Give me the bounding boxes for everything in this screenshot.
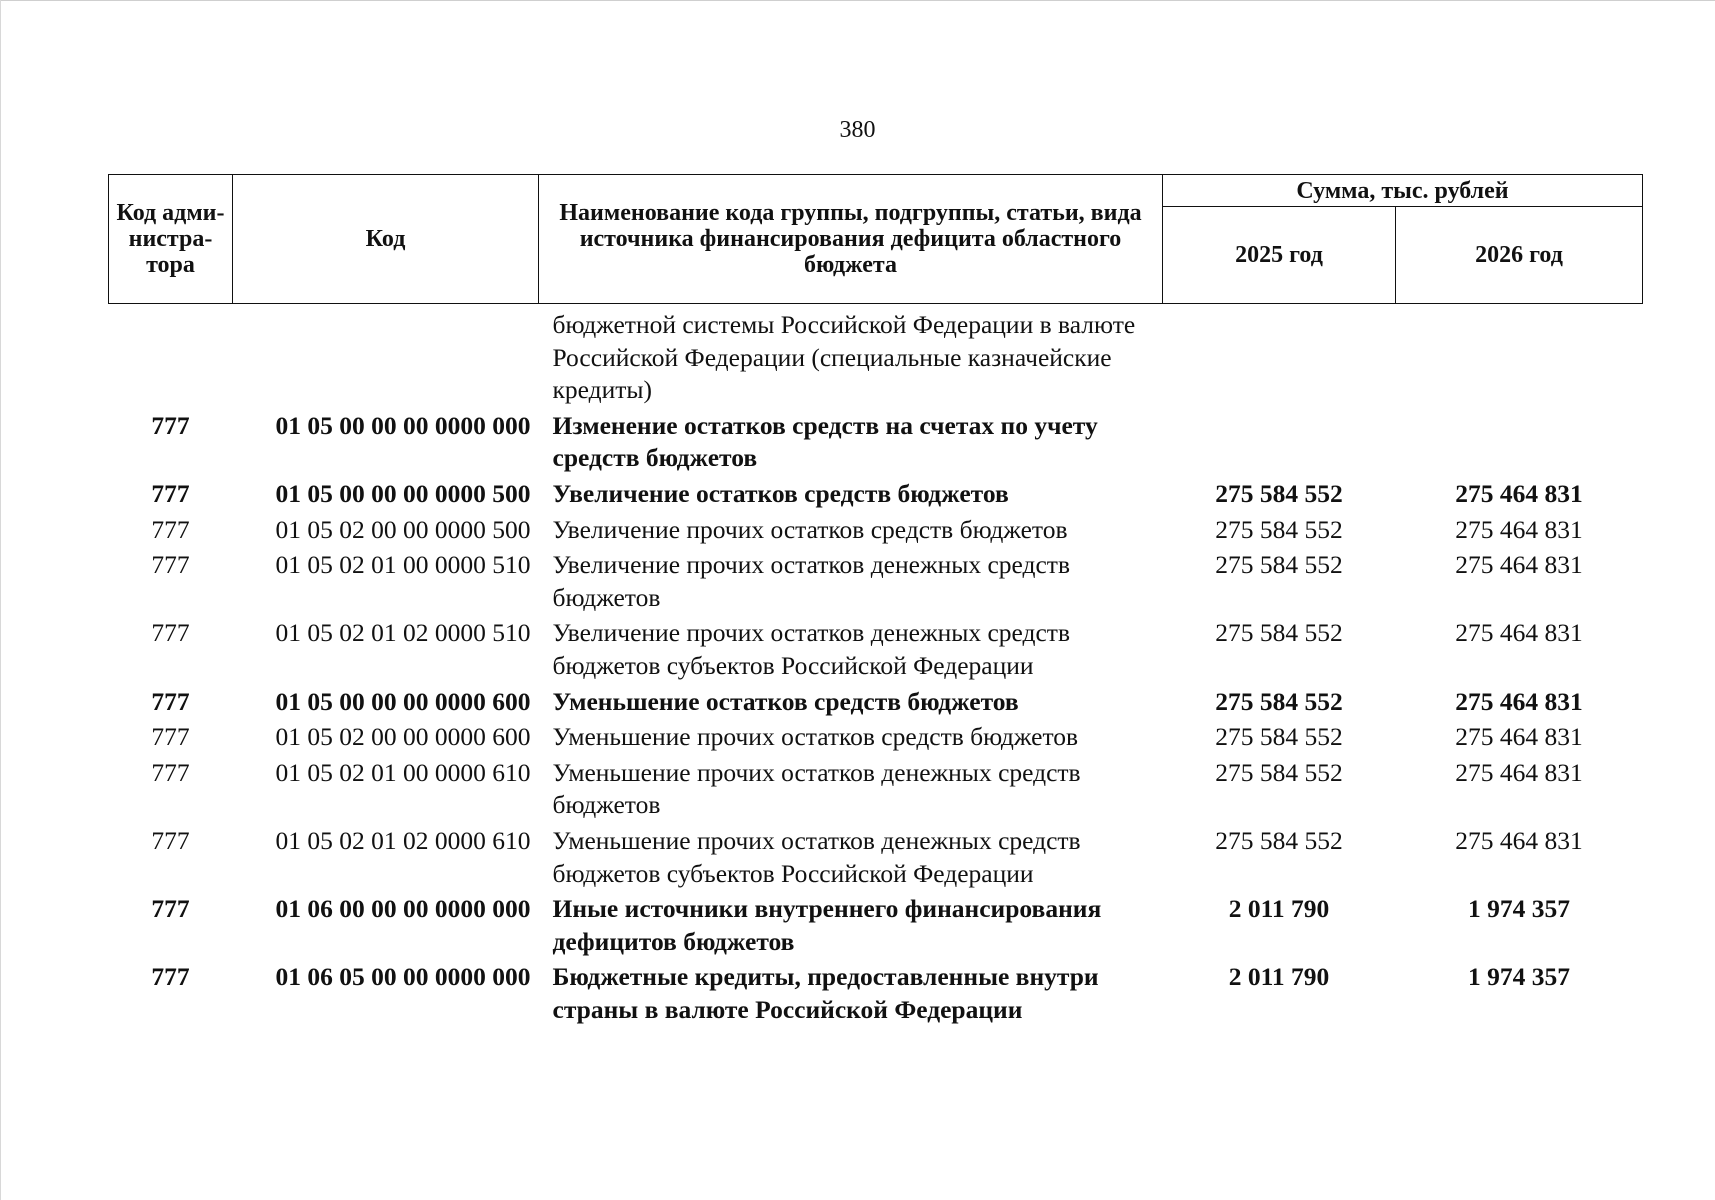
row-name: Уменьшение остатков средств бюджетов [552, 686, 1019, 716]
header-year-2025: 2025 год [1163, 207, 1396, 304]
row-sum-2026: 275 464 831 [1455, 550, 1583, 580]
row-sum-2026 [1396, 407, 1643, 475]
table-header [109, 175, 1643, 304]
row-admin-code: 777 [151, 478, 190, 508]
page-edge-top [0, 0, 1715, 1]
row-sum-2025: 275 584 552 [1215, 722, 1343, 752]
row-name: Увеличение прочих остатков средств бюджетов [552, 514, 1068, 544]
table-row [109, 407, 1643, 475]
row-admin-code [109, 304, 233, 407]
row-sum-2025 [1163, 407, 1396, 475]
row-code [233, 304, 539, 407]
row-name: Бюджетные кредиты, предоставленные внутри страны в валюте Российской Федерации [552, 962, 1099, 1024]
row-sum-2026: 275 464 831 [1455, 825, 1583, 855]
table-row [109, 614, 1643, 682]
row-admin-code: 777 [151, 550, 190, 580]
row-sum-2025: 275 584 552 [1215, 825, 1343, 855]
table-row [109, 304, 1643, 407]
row-sum-2025 [1163, 304, 1396, 407]
row-admin-code: 777 [151, 686, 190, 716]
row-code: 01 05 02 01 00 0000 510 [275, 550, 531, 580]
page-edge-left [0, 0, 1, 1200]
row-sum-2025: 275 584 552 [1215, 514, 1343, 544]
header-admin-code: Код адми-нистра-тора [109, 175, 233, 304]
row-code: 01 05 02 01 02 0000 510 [275, 618, 531, 648]
header-sum-group: Сумма, тыс. рублей [1163, 175, 1643, 207]
row-code: 01 06 05 00 00 0000 000 [275, 962, 531, 992]
table-row [109, 511, 1643, 547]
table-row [109, 546, 1643, 614]
row-admin-code: 777 [151, 894, 190, 924]
row-admin-code: 777 [151, 722, 190, 752]
row-name: Уменьшение прочих остатков денежных средств бюджетов субъектов Российской Федерации [552, 825, 1081, 888]
row-code: 01 05 00 00 00 0000 500 [275, 478, 531, 508]
row-name: Иные источники внутреннего финансирования дефицитов бюджетов [552, 894, 1102, 956]
row-sum-2025: 275 584 552 [1215, 478, 1343, 508]
row-sum-2026: 1 974 357 [1468, 962, 1570, 992]
header-year-2026: 2026 год [1396, 207, 1643, 304]
table-body [109, 304, 1643, 1027]
page-number: 380 [839, 117, 876, 143]
row-sum-2026: 275 464 831 [1455, 722, 1583, 752]
row-sum-2026 [1396, 304, 1643, 407]
row-admin-code: 777 [151, 825, 190, 855]
row-sum-2026: 275 464 831 [1455, 618, 1583, 648]
row-admin-code: 777 [151, 618, 190, 648]
table-row [109, 754, 1643, 822]
table-row [109, 890, 1643, 958]
header-name: Наименование кода группы, подгруппы, статьи, вида источника финансирования дефицита областного бюджета [539, 175, 1163, 304]
row-name: Увеличение прочих остатков денежных средств бюджетов субъектов Российской Федерации [552, 618, 1070, 680]
row-code: 01 05 02 00 00 0000 600 [275, 722, 531, 752]
row-code: 01 06 00 00 00 0000 000 [275, 894, 531, 924]
row-name: Уменьшение прочих остатков средств бюджетов [552, 722, 1079, 752]
row-code: 01 05 02 01 02 0000 610 [275, 825, 531, 855]
row-sum-2025: 275 584 552 [1215, 686, 1343, 716]
row-name: бюджетной системы Российской Федерации в валюте Российской Федерации (специальные казначейские кредиты) [552, 310, 1136, 405]
row-sum-2026: 275 464 831 [1455, 686, 1583, 716]
row-sum-2025: 275 584 552 [1215, 757, 1343, 787]
table-row [109, 683, 1643, 719]
row-sum-2026: 275 464 831 [1455, 757, 1583, 787]
row-sum-2025: 275 584 552 [1215, 618, 1343, 648]
row-admin-code: 777 [151, 962, 190, 992]
row-admin-code: 777 [151, 514, 190, 544]
row-admin-code: 777 [151, 757, 190, 787]
row-name: Уменьшение прочих остатков денежных средств бюджетов [552, 757, 1081, 820]
row-name: Увеличение остатков средств бюджетов [552, 478, 1009, 508]
table-row [109, 822, 1643, 890]
table-row [109, 475, 1643, 511]
table-row [109, 718, 1643, 754]
row-sum-2026: 275 464 831 [1455, 478, 1583, 508]
row-admin-code: 777 [151, 410, 190, 440]
header-code: Код [233, 175, 539, 304]
row-code: 01 05 00 00 00 0000 000 [275, 410, 531, 440]
table-row [109, 958, 1643, 1026]
row-sum-2026: 1 974 357 [1468, 894, 1570, 924]
row-name: Увеличение прочих остатков денежных средств бюджетов [552, 550, 1070, 612]
row-sum-2025: 275 584 552 [1215, 550, 1343, 580]
row-sum-2025: 2 011 790 [1228, 894, 1330, 924]
row-sum-2025: 2 011 790 [1228, 962, 1330, 992]
budget-sources-table [108, 174, 1643, 1026]
row-name: Изменение остатков средств на счетах по учету средств бюджетов [552, 410, 1098, 473]
row-code: 01 05 00 00 00 0000 600 [275, 686, 531, 716]
row-code: 01 05 02 01 00 0000 610 [275, 757, 531, 787]
row-code: 01 05 02 00 00 0000 500 [275, 514, 531, 544]
row-sum-2026: 275 464 831 [1455, 514, 1583, 544]
